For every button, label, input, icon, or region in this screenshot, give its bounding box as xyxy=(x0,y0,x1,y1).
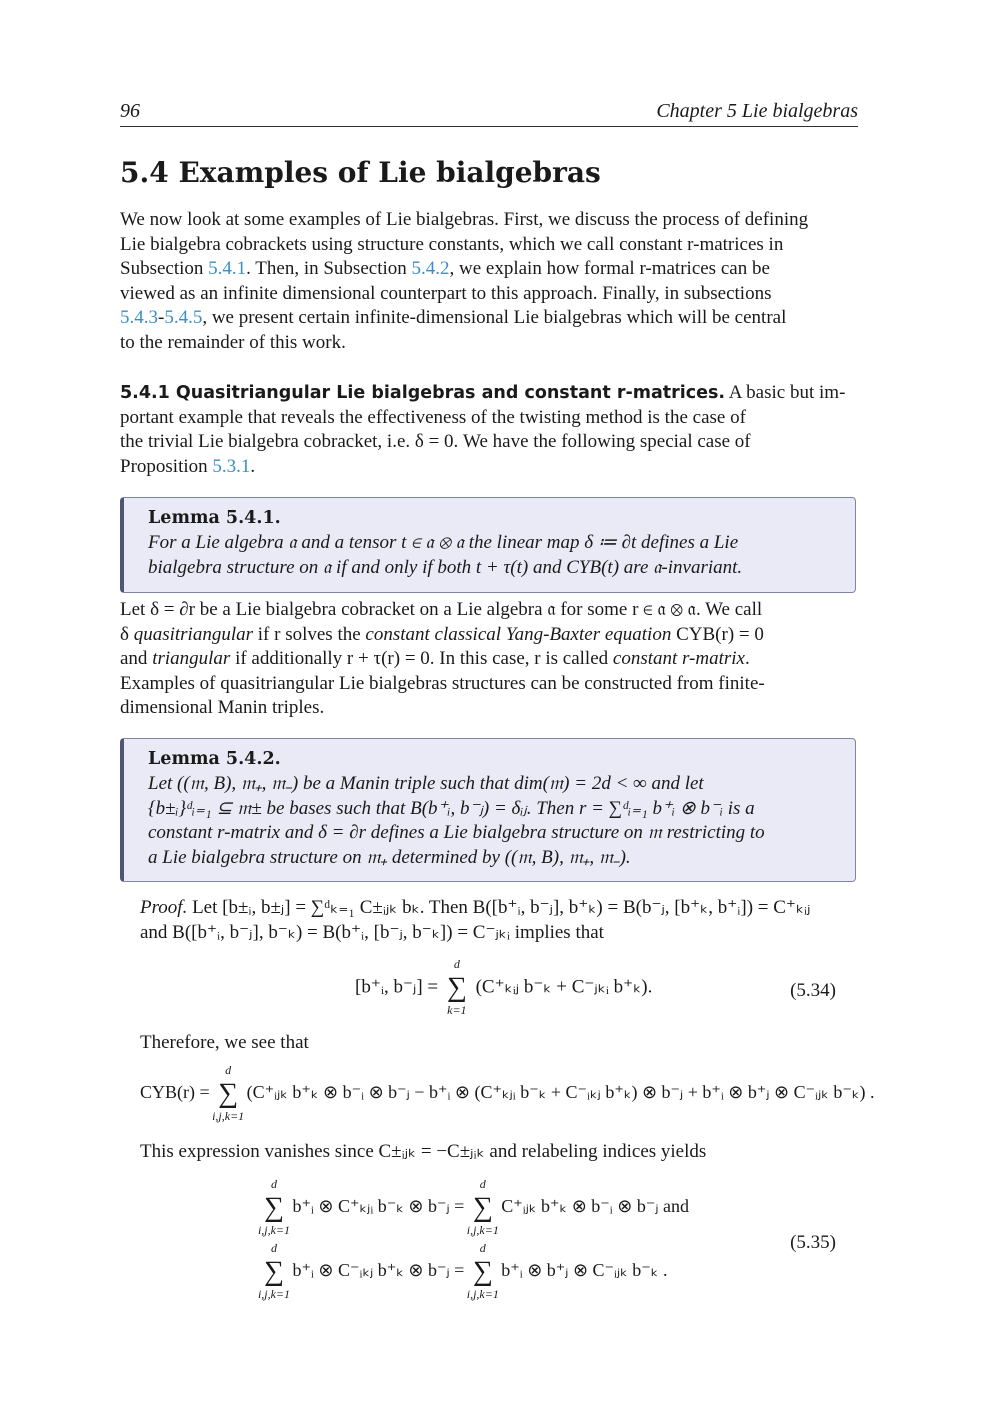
sum-upper: d xyxy=(270,1241,277,1255)
lemma-title: Lemma 5.4.1. xyxy=(148,508,281,528)
text: . xyxy=(744,648,750,669)
lemma-statement xyxy=(148,531,838,580)
subsection-paragraph xyxy=(120,381,858,479)
term: quasitriangular xyxy=(133,623,254,645)
equation-number: (5.34) xyxy=(790,980,836,1001)
text: CYB(r) = 0 xyxy=(671,623,764,645)
equation-rhs: (C⁺ᵢⱼₖ b⁺ₖ ⊗ b⁻ᵢ ⊗ b⁻ⱼ − b⁺ᵢ ⊗ (C⁺ₖⱼᵢ b⁻ₖ + C⁻ᵢₖⱼ b⁺ₖ) ⊗ b⁻ⱼ + b⁺ᵢ ⊗ b⁺ⱼ ⊗ C⁻ᵢⱼₖ b⁻ₖ) . xyxy=(246,1082,875,1103)
text-line: viewed as an infinite dimensional counterpart to this approach. Finally, in subsections xyxy=(120,282,772,304)
text: , we present certain infinite-dimensional Lie bialgebras which will be central xyxy=(202,307,787,328)
term: constant classical Yang-Baxter equation xyxy=(365,623,672,645)
term: constant r-matrix xyxy=(612,648,745,669)
sum-lower: i,j,k=1 xyxy=(466,1287,499,1301)
running-header xyxy=(120,98,858,127)
text-line xyxy=(120,306,858,331)
equation-5-35-row-2 xyxy=(257,1241,668,1301)
link-subsection-5-4-2[interactable]: 5.4.2 xyxy=(411,258,450,279)
link-subsection-5-4-5[interactable]: 5.4.5 xyxy=(164,307,203,328)
sum-lower: i,j,k=1 xyxy=(212,1109,245,1123)
text-line: This expression vanishes since C±ᵢⱼₖ = −C±ⱼᵢₖ and relabeling indices yields xyxy=(140,1141,707,1162)
sum-lower: i,j,k=1 xyxy=(257,1287,291,1301)
equation-lhs: CYB(r) = xyxy=(140,1082,210,1103)
page-number: 96 xyxy=(120,100,140,122)
equation-rhs: (C⁺ₖᵢⱼ b⁻ₖ + C⁻ⱼₖᵢ b⁺ₖ). xyxy=(475,976,653,998)
text-line: We now look at some examples of Lie bialgebras. First, we discuss the process of defining xyxy=(120,209,809,230)
equation-lhs: b⁺ᵢ ⊗ C⁻ᵢₖⱼ b⁺ₖ ⊗ b⁻ⱼ = xyxy=(292,1260,465,1281)
text-line: constant r-matrix and δ = ∂r defines a Lie bialgebra structure on 𝔪 restricting to xyxy=(148,822,765,843)
sum-upper: d xyxy=(479,1177,486,1191)
sum-upper: d xyxy=(225,1063,232,1077)
lemma-title: Lemma 5.4.2. xyxy=(148,749,281,769)
text: . xyxy=(250,455,256,477)
text: if r solves the xyxy=(253,623,366,645)
equation-rhs: C⁺ᵢⱼₖ b⁺ₖ ⊗ b⁻ᵢ ⊗ b⁻ⱼ and xyxy=(501,1196,689,1217)
sum-lower: k=1 xyxy=(447,1003,467,1017)
summation-sign: ∑ d i,j,k=1 xyxy=(218,1080,238,1108)
lemma-statement xyxy=(148,772,838,870)
proof-text xyxy=(140,1031,858,1056)
summation-sign: ∑ d i,j,k=1 xyxy=(473,1194,493,1222)
text-line xyxy=(140,896,858,921)
sum-lower: i,j,k=1 xyxy=(257,1223,291,1237)
text-line xyxy=(120,381,858,406)
text-line: {b±ᵢ}ᵈᵢ₌₁ ⊆ 𝔪± be bases such that B(b⁺ᵢ, b⁻ⱼ) = δᵢⱼ. Then r = ∑ᵈᵢ₌₁ b⁺ᵢ ⊗ b⁻ᵢ is a xyxy=(148,797,755,819)
section-title: 5.4 Examples of Lie bialgebras xyxy=(120,156,601,189)
proof-text xyxy=(140,1140,858,1165)
text: Let [b±ᵢ, b±ⱼ] = ∑ᵈₖ₌₁ C±ᵢⱼₖ bₖ. Then B([b⁺ᵢ, b⁻ⱼ], b⁺ₖ) = B(b⁻ⱼ, [b⁺ₖ, b⁺ᵢ]) = C⁺ₖᵢⱼ xyxy=(187,897,811,918)
summation-sign: ∑ d i,j,k=1 xyxy=(473,1258,493,1286)
summation-sign: ∑ d i,j,k=1 xyxy=(264,1258,284,1286)
text-line: Let δ = ∂r be a Lie bialgebra cobracket on a Lie algebra 𝔞 for some r ∈ 𝔞 ⊗ 𝔞. We call xyxy=(120,599,763,620)
text-line: For a Lie algebra 𝔞 and a tensor t ∈ 𝔞 ⊗ 𝔞 the linear map δ ≔ ∂t defines a Lie xyxy=(148,532,739,553)
link-subsection-5-4-1[interactable]: 5.4.1 xyxy=(208,258,247,279)
equation-cyb xyxy=(140,1063,875,1123)
text-line xyxy=(120,455,858,480)
text: Proposition xyxy=(120,455,213,477)
text-line xyxy=(120,623,858,648)
summation-sign: ∑ d i,j,k=1 xyxy=(264,1194,284,1222)
text: δ xyxy=(120,623,134,645)
page xyxy=(120,0,875,1414)
link-proposition-5-3-1[interactable]: 5.3.1 xyxy=(212,455,251,477)
text-line: the trivial Lie bialgebra cobracket, i.e. δ = 0. We have the following special case of xyxy=(120,431,751,452)
text-line: Examples of quasitriangular Lie bialgebras structures can be constructed from finite- xyxy=(120,672,765,694)
equation-lhs: b⁺ᵢ ⊗ C⁺ₖⱼᵢ b⁻ₖ ⊗ b⁻ⱼ = xyxy=(292,1196,465,1217)
proof-label: Proof. xyxy=(140,897,188,918)
text-line: dimensional Manin triples. xyxy=(120,697,325,718)
text: , we explain how formal r-matrices can be xyxy=(449,258,770,279)
proof-block xyxy=(140,896,858,945)
intro-paragraph xyxy=(120,208,858,355)
summation-sign: ∑ d k=1 xyxy=(447,974,467,1002)
chapter-title: Chapter 5 Lie bialgebras xyxy=(656,100,858,122)
lemma-box-5-4-1 xyxy=(120,497,856,593)
equation-rhs: b⁺ᵢ ⊗ b⁺ⱼ ⊗ C⁻ᵢⱼₖ b⁻ₖ . xyxy=(501,1260,668,1281)
text-line: a Lie bialgebra structure on 𝔪₊ determined by ((𝔪, B), 𝔪₊, 𝔪₋). xyxy=(148,846,631,868)
sum-upper: d xyxy=(453,957,460,971)
text-line: Let ((𝔪, B), 𝔪₊, 𝔪₋) be a Manin triple such that dim(𝔪) = 2d < ∞ and let xyxy=(148,773,704,794)
text-line: bialgebra structure on 𝔞 if and only if both t + τ(t) and CYB(t) are 𝔞-invariant. xyxy=(148,556,743,578)
term: triangular xyxy=(152,648,231,669)
cobracket-paragraph xyxy=(120,598,858,721)
sum-lower: i,j,k=1 xyxy=(466,1223,499,1237)
text-line xyxy=(120,647,858,672)
equation-5-34 xyxy=(355,957,653,1017)
equation-5-35-row-1 xyxy=(257,1177,689,1237)
equation-lhs: [b⁺ᵢ, b⁻ⱼ] = xyxy=(355,976,439,998)
text: . Then, in Subsection xyxy=(246,258,412,279)
text: Subsection xyxy=(120,258,209,279)
text: if additionally r + τ(r) = 0. In this case, r is called xyxy=(230,648,613,669)
text: A basic but im- xyxy=(725,382,846,403)
text-line: and B([b⁺ᵢ, b⁻ⱼ], b⁻ₖ) = B(b⁺ᵢ, [b⁻ⱼ, b⁻ₖ]) = C⁻ⱼₖᵢ implies that xyxy=(140,921,604,943)
text-line: to the remainder of this work. xyxy=(120,331,346,353)
sum-upper: d xyxy=(479,1241,486,1255)
text-line xyxy=(120,257,858,282)
text-line: Therefore, we see that xyxy=(140,1032,309,1053)
text-line: Lie bialgebra cobrackets using structure constants, which we call constant r-matrices in xyxy=(120,233,784,255)
text-line: portant example that reveals the effectiveness of the twisting method is the case of xyxy=(120,406,746,428)
sum-upper: d xyxy=(270,1177,277,1191)
equation-number: (5.35) xyxy=(790,1232,836,1253)
link-subsection-5-4-3[interactable]: 5.4.3 xyxy=(120,307,158,328)
text: - xyxy=(158,307,165,328)
subsection-heading: 5.4.1 Quasitriangular Lie bialgebras and constant r-matrices. xyxy=(120,383,726,403)
text: and xyxy=(120,648,153,669)
lemma-box-5-4-2 xyxy=(120,738,856,882)
